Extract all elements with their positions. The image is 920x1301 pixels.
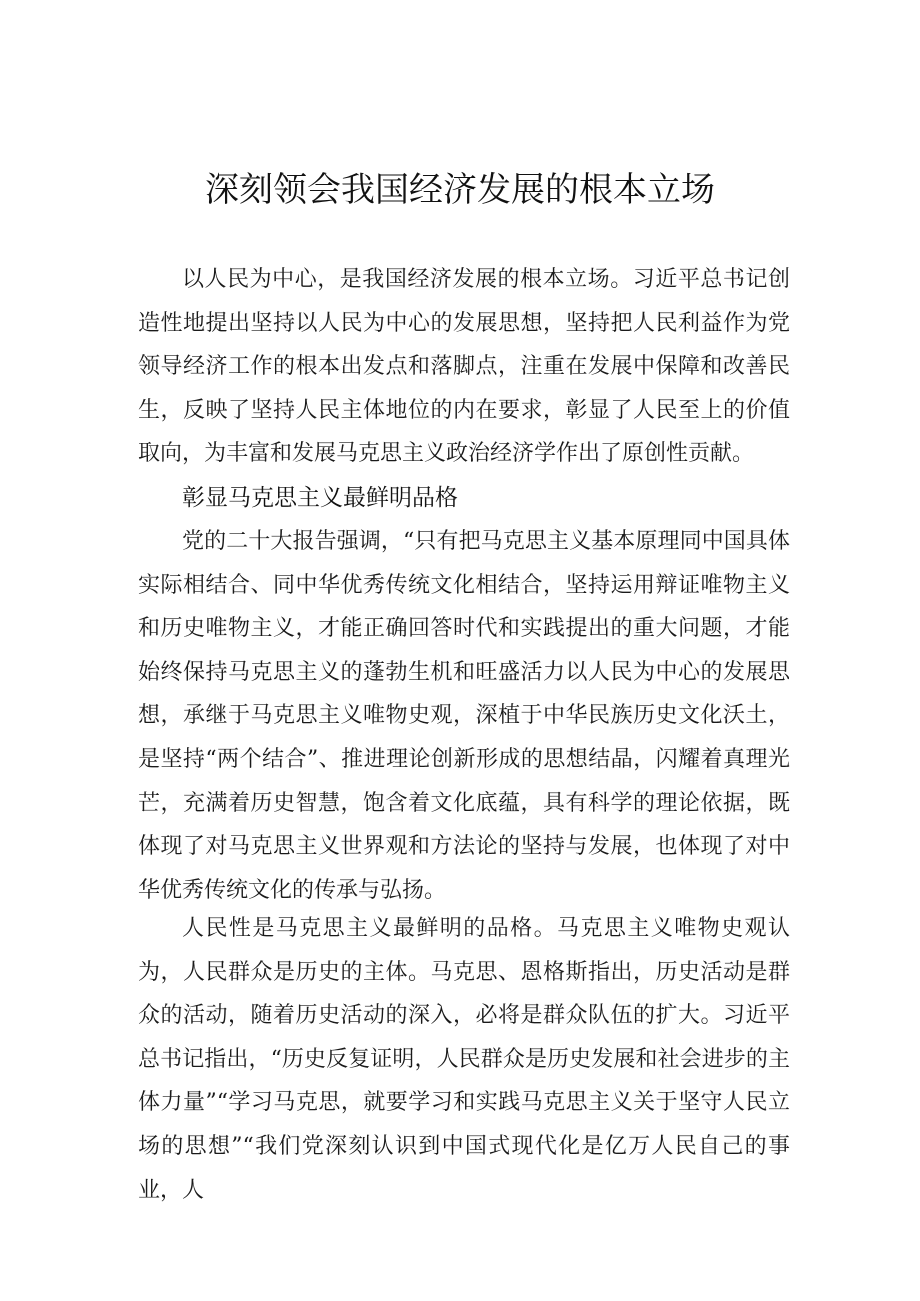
body-paragraph-continued: 人民性是马克思主义最鲜明的品格。马克思主义唯物史观认为，人民群众是历史的主体。马克思、恩格斯指出，历史活动是群众的活动，随着历史活动的深入，必将是群众队伍的扩大。习近平总书记指出，“历史反复证明，人民群众是历史发展和社会进步的主体力量”“学习马克思，就要学习和实践马克思主义关于坚守人民立场的思想”“我们党深刻认识到中国式现代化是亿万人民自己的事业，人 <box>138 916 790 1203</box>
intro-paragraph: 以人民为中心，是我国经济发展的根本立场。习近平总书记创造性地提出坚持以人民为中心的发展思想，坚持把人民利益作为党领导经济工作的根本出发点和落脚点，注重在发展中保障和改善民生，反映了坚持人民主体地位的内在要求，彰显了人民至上的价值取向，为丰富和发展马克思主义政治经济学作出了原创性贡献。 <box>138 267 790 467</box>
section-heading: 彰显马克思主义最鲜明品格 <box>182 485 458 511</box>
document-title: 深刻领会我国经济发展的根本立场 <box>205 170 715 210</box>
body-paragraph: 党的二十大报告强调，“只有把马克思主义基本原理同中国具体实际相结合、同中华优秀传统文化相结合，坚持运用辩证唯物主义和历史唯物主义，才能正确回答时代和实践提出的重大问题，才能始终保持马克思主义的蓬勃生机和旺盛活力以人民为中心的发展思想，承继于马克思主义唯物史观，深植于中华民族历史文化沃土，是坚持“两个结合”、推进理论创新形成的思想结晶，闪耀着真理光芒，充满着历史智慧，饱含着文化底蕴，具有科学的理论依据，既体现了对马克思主义世界观和方法论的坚持与发展，也体现了对中华优秀传统文化的传承与弘扬。 <box>138 529 790 903</box>
